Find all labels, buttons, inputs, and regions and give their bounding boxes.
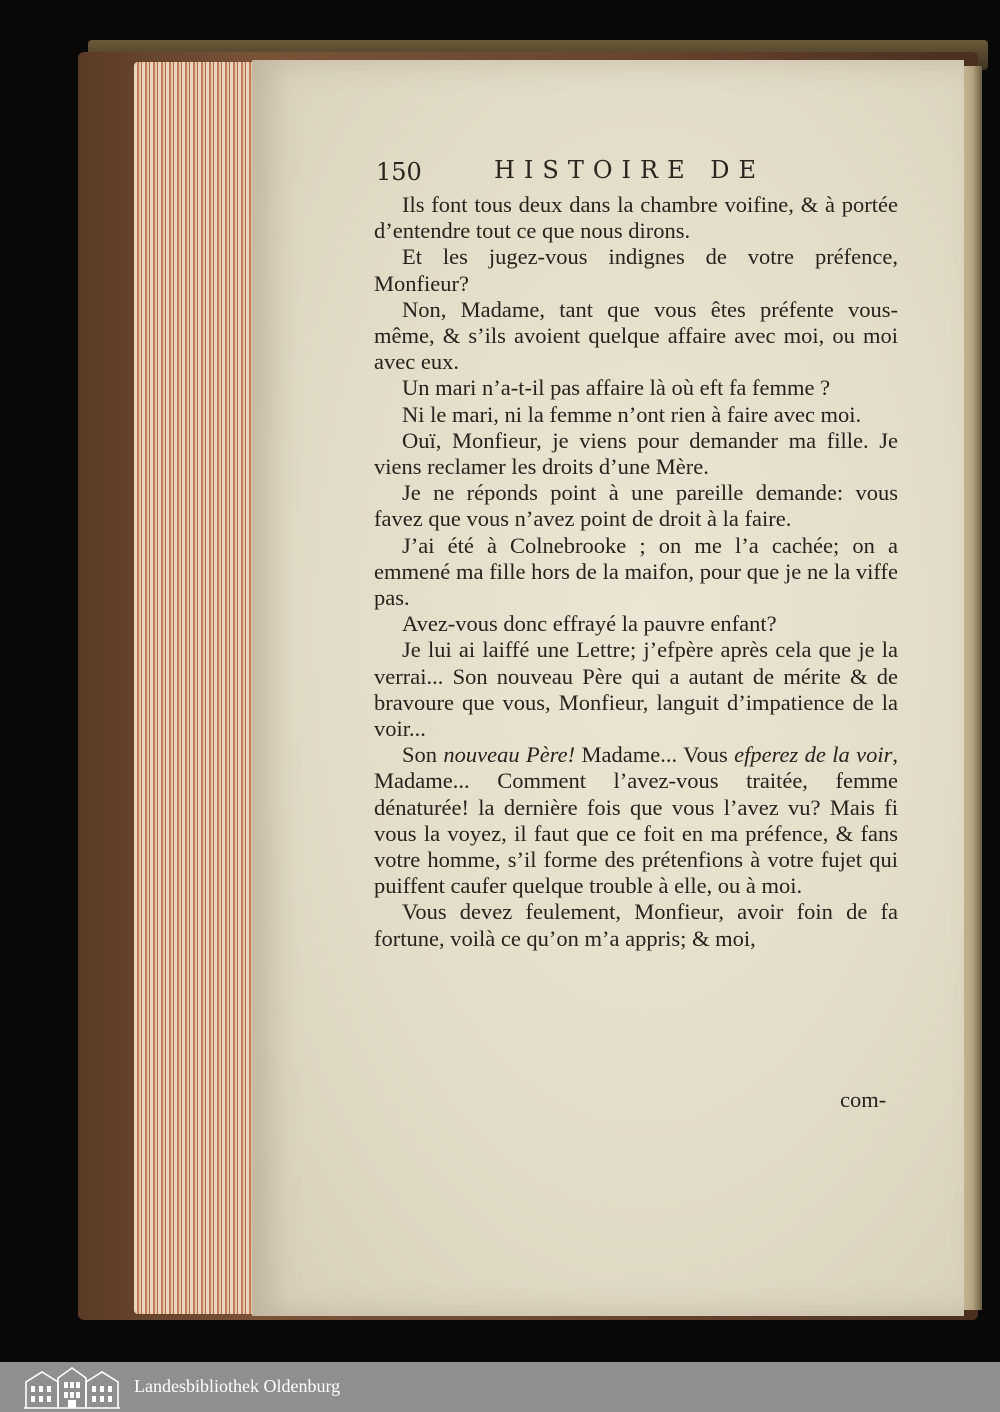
- italic-run: efperez de la voir: [734, 742, 893, 768]
- paragraph: Ils font tous deux dans la chambre voifine, & à portée d’entendre tout ce que nous dirons.: [374, 192, 898, 244]
- running-title: HISTOIRE DE: [494, 156, 765, 184]
- library-building-logo-icon: [22, 1364, 122, 1410]
- paragraph: Vous devez feulement, Monfieur, avoir foin de fa fortune, voilà ce qu’on m’a appris; & moi,: [374, 899, 898, 951]
- paragraph: J’ai été à Colnebrooke ; on me l’a cachée; on a emmené ma fille hors de la maifon, pour que je ne la viffe pas.: [374, 532, 898, 611]
- italic-run: nouveau Père!: [443, 742, 576, 768]
- paragraph: Et les jugez-vous indignes de votre préfence, Monfieur?: [374, 244, 898, 296]
- paragraph: [374, 742, 898, 899]
- paragraph: Un mari n’a-t-il pas affaire là où eft fa femme ?: [402, 375, 831, 401]
- text-run: Son: [402, 742, 444, 768]
- page-header: [376, 156, 896, 190]
- paragraph: Je ne réponds point à une pareille demande: vous favez que vous n’avez point de droit à la faire.: [374, 480, 898, 532]
- text-run: , Madame... Comment l’avez-vous traitée, femme dénaturée! la dernière fois que vous l’avez vu? Mais fi vous la voyez, il faut que ce foit en ma préfence, & fans votre homme, s’il forme des prétenfions à votre fujet qui puiffent caufer quelque trouble à elle, ou à moi.: [374, 742, 899, 899]
- paragraph: Je lui ai laiffé une Lettre; j’efpère après cela que je la verrai... Son nouveau Père qui a autant de mérite & de bravoure que vous, Monfieur, languit d’impatience de la voir...: [374, 637, 898, 742]
- library-name: Landesbibliothek Oldenburg: [134, 1376, 341, 1396]
- page-edges: [134, 62, 259, 1314]
- paragraph: Ouï, Monfieur, je viens pour demander ma fille. Je viens reclamer les droits d’une Mère.: [374, 427, 898, 480]
- paragraph: Ni le mari, ni la femme n’ont rien à faire avec moi.: [402, 401, 862, 427]
- page-number: 150: [376, 158, 422, 186]
- text-run: Madame... Vous: [575, 742, 735, 768]
- paragraph: Non, Madame, tant que vous êtes préfente vous-même, & s’ils avoient quelque affaire avec moi, ou moi avec eux.: [374, 296, 898, 375]
- paragraph: Avez-vous donc effrayé la pauvre enfant?: [402, 611, 777, 637]
- catchword: com-: [840, 1087, 887, 1112]
- page-text: [374, 192, 898, 952]
